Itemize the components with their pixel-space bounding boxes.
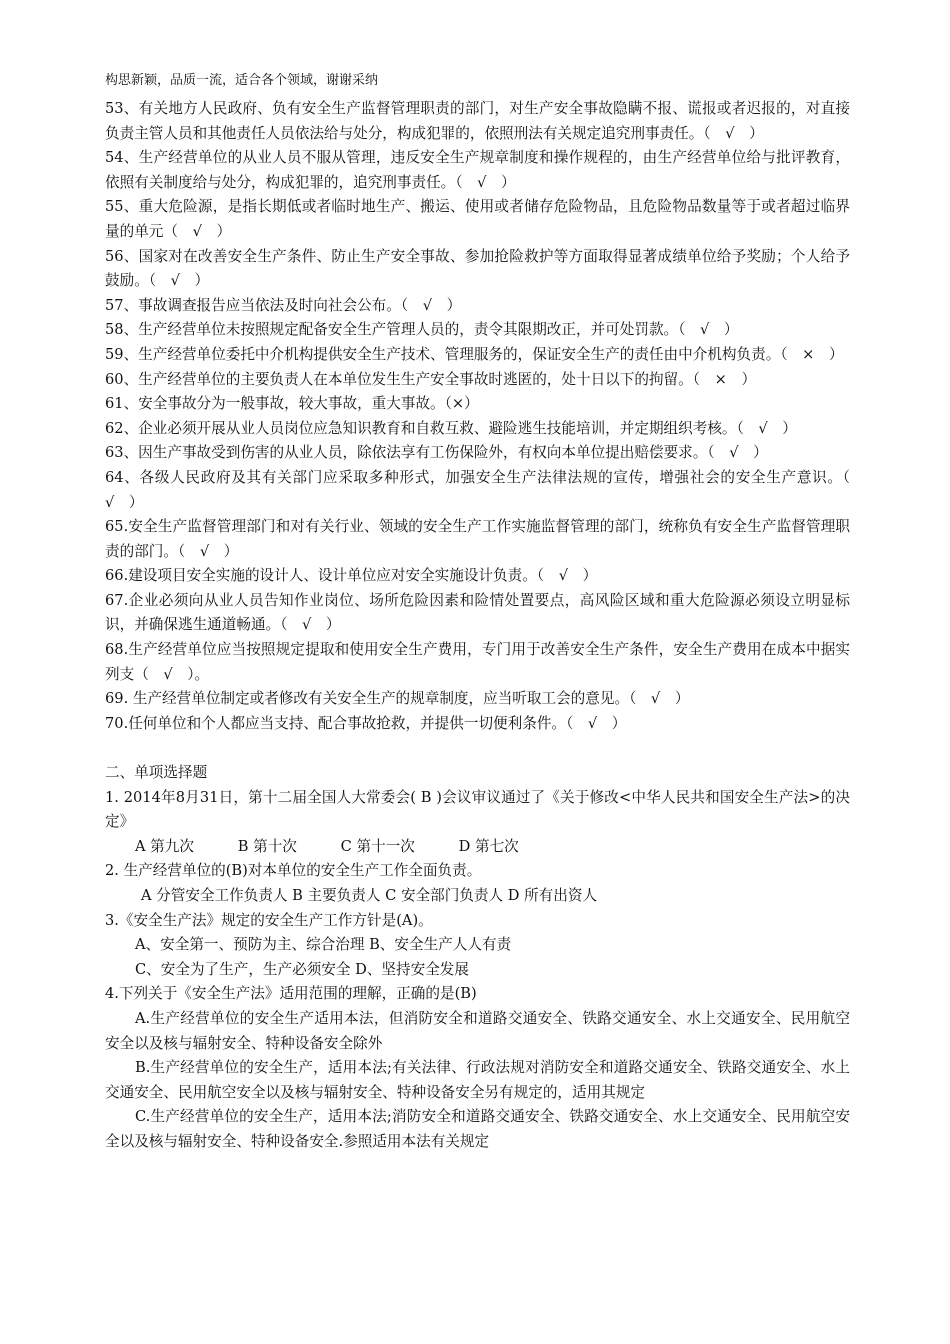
question-67: 67.企业必须向从业人员告知作业岗位、场所危险因素和险情处置要点，高风险区域和重大危险源必须设立明显标识，并确保逃生通道畅通。（ √ ） bbox=[105, 591, 850, 634]
section-spacer bbox=[105, 736, 850, 761]
choice-options-2: A 分管安全工作负责人 B 主要负责人 C 安全部门负责人 D 所有出资人 bbox=[141, 887, 598, 904]
question-58: 58、生产经营单位未按照规定配备安全生产管理人员的，责令其限期改正，并可处罚款。（ √ ） bbox=[105, 321, 739, 339]
choice-question-1: 1. 2014年8月31日，第十二届全国人大常委会( B )会议审议通过了《关于修改<中华人民共和国安全生产法>的决定》 bbox=[105, 788, 850, 831]
question-59: 59、生产经营单位委托中介机构提供安全生产技术、管理服务的，保证安全生产的责任由中介机构负责。（ × ） bbox=[105, 345, 844, 363]
question-53: 53、有关地方人民政府、负有安全生产监督管理职责的部门，对生产安全事故隐瞒不报、谎报或者迟报的，对直接负责主管人员和其他责任人员依法给与处分，构成犯罪的，依照刑法有关规定追究刑事责任。（ √ ） bbox=[105, 100, 850, 142]
question-63: 63、因生产事故受到伤害的从业人员，除依法享有工伤保险外，有权向本单位提出赔偿要求。（ √ ） bbox=[105, 444, 768, 462]
choice-question-4: 4.下列关于《安全生产法》适用范围的理解，正确的是(B) bbox=[105, 985, 477, 1003]
choice-option-4b: B.生产经营单位的安全生产，适用本法;有关法律、行政法规对消防安全和道路交通安全、铁路交通安全、水上交通安全、民用航空安全以及核与辐射安全、特种设备安全另有规定的，适用其规定 bbox=[105, 1059, 850, 1101]
choice-option-4a: A.生产经营单位的安全生产适用本法，但消防安全和道路交通安全、铁路交通安全、水上交通安全、民用航空安全以及核与辐射安全、特种设备安全除外 bbox=[105, 1009, 850, 1052]
section-title: 二、单项选择题 bbox=[105, 764, 208, 782]
choice-options-3b: C、安全为了生产，生产必须安全 D、坚持安全发展 bbox=[135, 960, 469, 978]
question-64: 64、各级人民政府及其有关部门应采取多种形式，加强安全生产法律法规的宣传，增强社会的安全生产意识。（ √ ） bbox=[105, 468, 865, 511]
choice-options-1: A 第九次 B 第十次 C 第十一次 D 第七次 bbox=[135, 837, 519, 855]
document-body bbox=[105, 97, 865, 1155]
question-57: 57、事故调查报告应当依法及时向社会公布。（ √ ） bbox=[105, 296, 462, 314]
question-66: 66.建设项目安全实施的设计人、设计单位应对安全实施设计负责。（ √ ） bbox=[105, 567, 598, 585]
question-68: 68.生产经营单位应当按照规定提取和使用安全生产费用，专门用于改善安全生产条件，安全生产费用在成本中据实列支（ √ ）。 bbox=[105, 641, 850, 683]
question-56: 56、国家对在改善安全生产条件、防止生产安全事故、参加抢险救护等方面取得显著成绩单位给予奖励；个人给予鼓励。（ √ ） bbox=[105, 247, 850, 290]
question-70: 70.任何单位和个人都应当支持、配合事故抢救，并提供一切便利条件。（ √ ） bbox=[105, 714, 627, 732]
choice-option-4c: C.生产经营单位的安全生产，适用本法;消防安全和道路交通安全、铁路交通安全、水上交通安全、民用航空安全以及核与辐射安全、特种设备安全.参照适用本法有关规定 bbox=[105, 1108, 850, 1150]
choice-options-3a: A、安全第一、预防为主、综合治理 B、安全生产人人有责 bbox=[135, 936, 512, 954]
page-header: 构思新颖，品质一流，适合各个领域，谢谢采纳 bbox=[105, 73, 379, 88]
question-54: 54、生产经营单位的从业人员不服从管理，违反安全生产规章制度和操作规程的，由生产经营单位给与批评教育，依照有关制度给与处分，构成犯罪的，追究刑事责任。（ √ ） bbox=[105, 149, 850, 191]
choice-question-2: 2. 生产经营单位的(B)对本单位的安全生产工作全面负责。 bbox=[105, 862, 482, 880]
choice-question-3: 3.《安全生产法》规定的安全生产工作方针是(A)。 bbox=[105, 911, 433, 929]
question-65: 65.安全生产监督管理部门和对有关行业、领域的安全生产工作实施监督管理的部门，统称负有安全生产监督管理职责的部门。（ √ ） bbox=[105, 518, 850, 560]
question-60: 60、生产经营单位的主要负责人在本单位发生生产安全事故时逃匿的，处十日以下的拘留。（ × ） bbox=[105, 370, 757, 388]
question-62: 62、企业必须开展从业人员岗位应急知识教育和自救互救、避险逃生技能培训，并定期组织考核。（ √ ） bbox=[105, 419, 797, 437]
question-69: 69. 生产经营单位制定或者修改有关安全生产的规章制度，应当听取工会的意见。（ √ ） bbox=[105, 690, 690, 708]
question-61: 61、安全事故分为一般事故，较大事故，重大事故。（×） bbox=[105, 395, 479, 413]
question-55: 55、重大危险源，是指长期低或者临时地生产、搬运、使用或者储存危险物品，且危险物品数量等于或者超过临界量的单元（ √ ） bbox=[105, 198, 850, 240]
